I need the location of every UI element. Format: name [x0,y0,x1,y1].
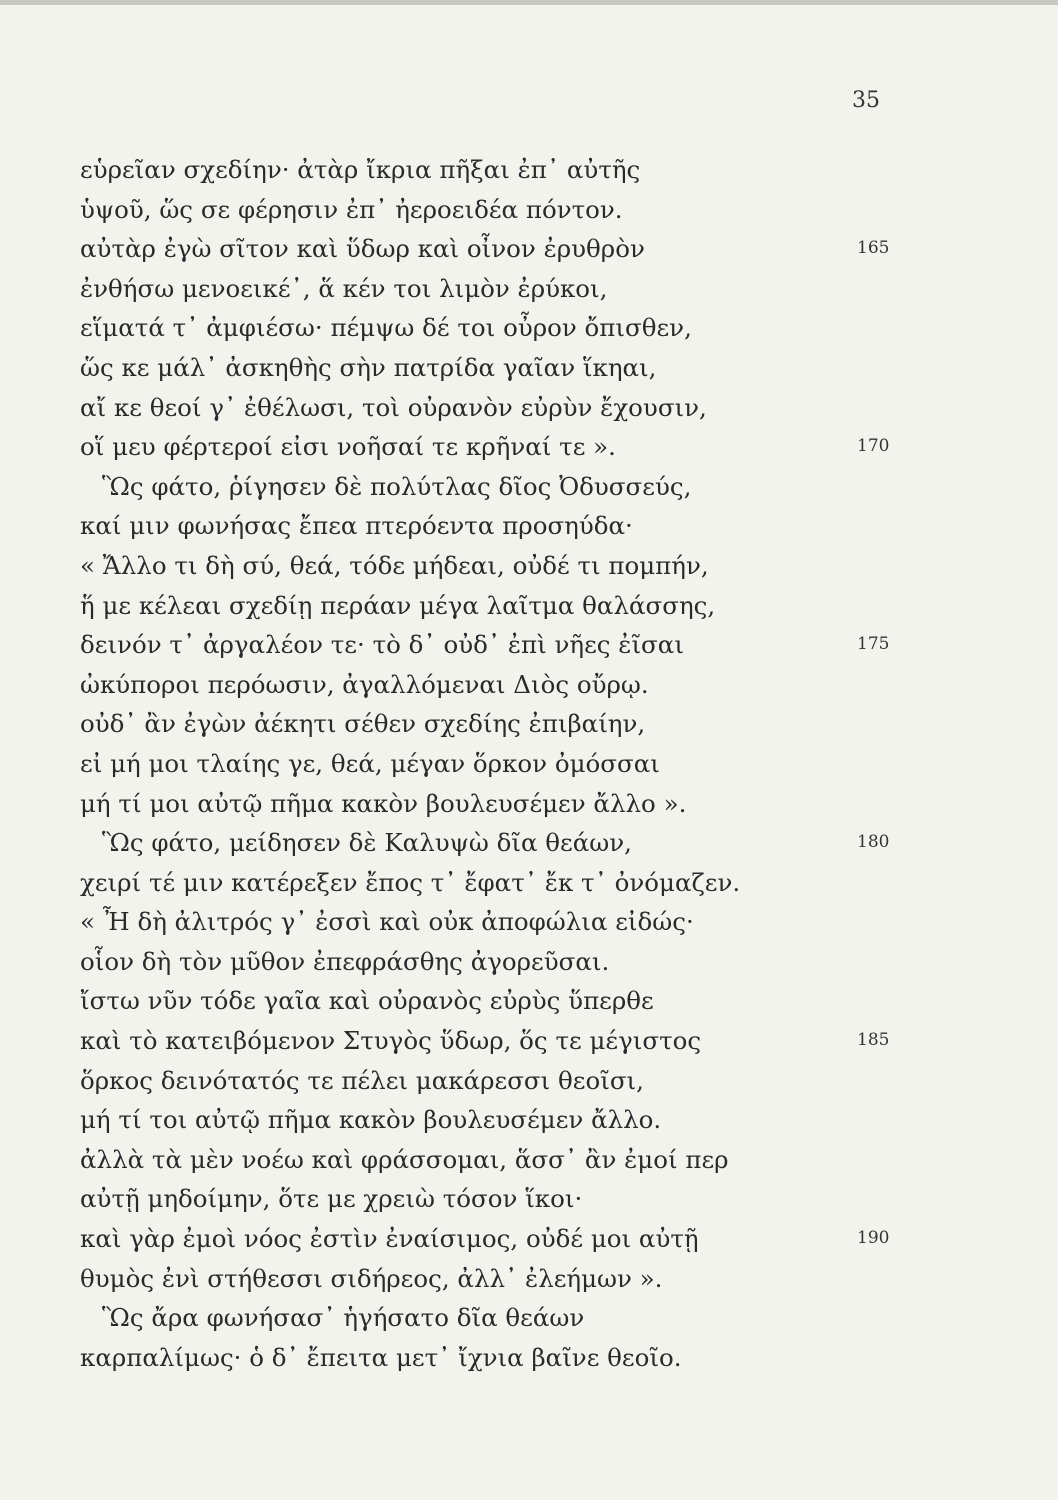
verse-text: ἥ με κέλεαι σχεδίῃ περάαν μέγα λαῖτμα θαλάσσης, [80,590,716,620]
verse-text: χειρί τέ μιν κατέρεξεν ἔπος τ᾽ ἔφατ᾽ ἔκ τ᾽ ὀνόμαζεν. [80,867,741,897]
verse-text: ἀλλὰ τὰ μὲν νοέω καὶ φράσσομαι, ἅσσ᾽ ἂν ἐμοί περ [80,1144,729,1174]
verse-line [80,704,900,744]
verse-line [80,546,900,586]
verse-text: οἵ μευ φέρτεροί εἰσι νοῆσαί τε κρῆναί τε ». [80,432,616,462]
verse-line [80,744,900,784]
verse-line [80,1140,900,1180]
verse-line [80,1061,900,1101]
verse-text: Ὣς φάτο, μείδησεν δὲ Καλυψὼ δῖα θεάων, [102,828,632,858]
verse-text: « Ἦ δὴ ἀλιτρός γ᾽ ἐσσὶ καὶ οὐκ ἀποφώλια εἰδώς· [80,907,694,937]
verse-line [80,1021,900,1061]
verse-text: δεινόν τ᾽ ἀργαλέον τε· τὸ δ᾽ οὐδ᾽ ἐπὶ νῆες ἐῖσαι [80,630,684,660]
verse-text: αὐτὰρ ἐγὼ σῖτον καὶ ὕδωρ καὶ οἶνον ἐρυθρὸν [80,234,645,264]
verse-line [80,863,900,903]
verse-line [80,1100,900,1140]
line-number: 165 [857,238,890,259]
verse-text: μή τί τοι αὐτῷ πῆμα κακὸν βουλευσέμεν ἄλλο. [80,1105,662,1135]
line-number: 180 [857,832,890,853]
verse-line [80,229,900,269]
verse-line [80,1298,900,1338]
line-number: 170 [857,436,890,457]
verse-line [80,506,900,546]
verse-line [80,308,900,348]
verse-text: αἴ κε θεοί γ᾽ ἐθέλωσι, τοὶ οὐρανὸν εὐρὺν ἔχουσιν, [80,392,707,422]
verse-text: ὠκύποροι περόωσιν, ἀγαλλόμεναι Διὸς οὔρῳ. [80,669,649,699]
verse-line [80,586,900,626]
verse-text: καὶ γὰρ ἐμοὶ νόος ἐστὶν ἐναίσιμος, οὐδέ μοι αὐτῇ [80,1224,699,1254]
verse-text: καὶ τὸ κατειβόμενον Στυγὸς ὕδωρ, ὅς τε μέγιστος [80,1026,702,1056]
verse-text: οὐδ᾽ ἂν ἐγὼν ἀέκητι σέθεν σχεδίης ἐπιβαίην, [80,709,646,739]
page-number: 35 [852,88,880,113]
verse-text: εὑρεῖαν σχεδίην· ἀτὰρ ἴκρια πῆξαι ἐπ᾽ αὐτῆς [80,155,641,184]
verse-text: καί μιν φωνήσας ἔπεα πτερόεντα προσηύδα· [80,511,633,541]
verse-line [80,150,900,190]
verse-text: μή τί μοι αὐτῷ πῆμα κακὸν βουλευσέμεν ἄλλο ». [80,788,687,818]
line-number: 175 [857,634,890,655]
verse-text: εἰ μή μοι τλαίης γε, θεά, μέγαν ὅρκον ὀμόσσαι [80,748,660,778]
line-number: 190 [857,1228,890,1249]
verse-line [80,348,900,388]
verse-text: ἴστω νῦν τόδε γαῖα καὶ οὐρανὸς εὐρὺς ὕπερθε [80,986,654,1016]
verse-text: καρπαλίμως· ὁ δ᾽ ἔπειτα μετ᾽ ἴχνια βαῖνε θεοῖο. [80,1342,682,1372]
verse-line [80,388,900,428]
verse-line [80,823,900,863]
verse-text: ὑψοῦ, ὥς σε φέρησιν ἐπ᾽ ἠεροειδέα πόντον. [80,194,623,224]
verse-text: θυμὸς ἐνὶ στήθεσσι σιδήρεος, ἀλλ᾽ ἐλεήμων ». [80,1263,663,1293]
verse-line [80,981,900,1021]
verse-line [80,1338,900,1378]
verse-line [80,269,900,309]
verse-text: ὥς κε μάλ᾽ ἀσκηθὴς σὴν πατρίδα γαῖαν ἵκηαι, [80,352,657,382]
verse-block [80,150,900,1377]
verse-text: ὅρκος δεινότατός τε πέλει μακάρεσσι θεοῖσι, [80,1065,644,1095]
verse-line [80,902,900,942]
verse-line [80,1179,900,1219]
verse-text: Ὣς ἄρα φωνήσασ᾽ ἡγήσατο δῖα θεάων [102,1303,585,1333]
verse-text: Ὣς φάτο, ῥίγησεν δὲ πολύτλας δῖος Ὀδυσσεύς, [102,471,692,501]
verse-text: ἐνθήσω μενοεικέ᾽, ἅ κέν τοι λιμὸν ἐρύκοι, [80,273,608,303]
verse-line [80,427,900,467]
verse-line [80,1259,900,1299]
verse-line [80,190,900,230]
verse-text: αὐτῇ μηδοίμην, ὅτε με χρειὼ τόσον ἵκοι· [80,1184,583,1214]
verse-line [80,942,900,982]
verse-line [80,784,900,824]
page-top-edge [0,0,1058,5]
verse-text: « Ἄλλο τι δὴ σύ, θεά, τόδε μήδεαι, οὐδέ τι πομπήν, [80,550,709,580]
verse-line [80,665,900,705]
verse-text: οἷον δὴ τὸν μῦθον ἐπεφράσθης ἀγορεῦσαι. [80,946,610,976]
verse-line [80,1219,900,1259]
line-number: 185 [857,1030,890,1051]
verse-line [80,625,900,665]
verse-line [80,467,900,507]
verse-text: εἵματά τ᾽ ἀμφιέσω· πέμψω δέ τοι οὖρον ὄπισθεν, [80,313,692,343]
